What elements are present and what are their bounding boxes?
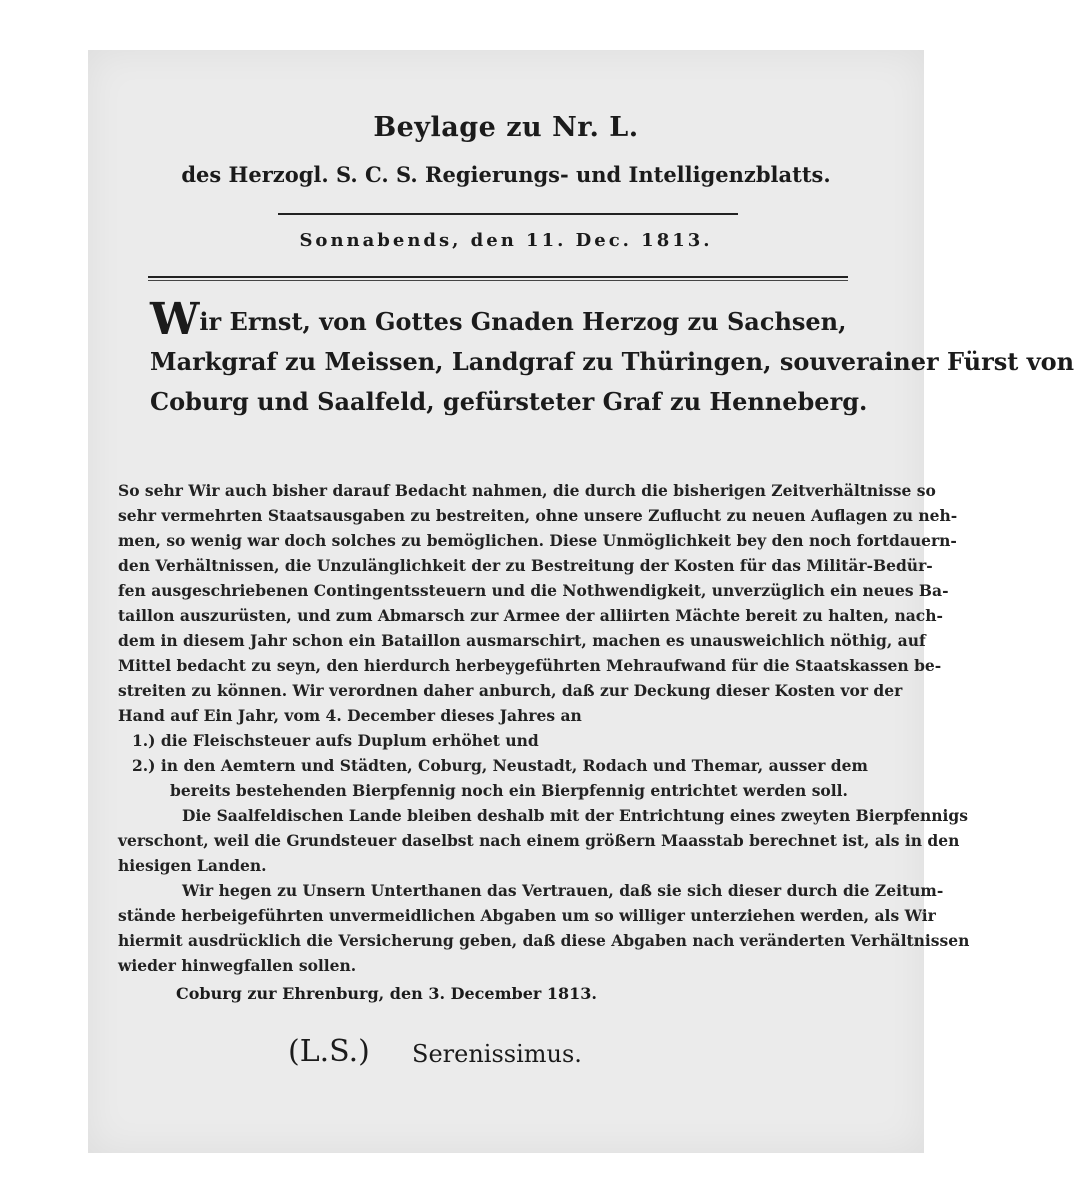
document-page <box>88 50 1074 1153</box>
body-line: dem in diesem Jahr schon ein Bataillon ausmarschirt, machen es unausweichlich nöthig, auf <box>118 631 926 650</box>
list-item-1: 1.) die Fleischsteuer aufs Duplum erhöhet und <box>132 731 539 750</box>
paragraph-line: verschont, weil die Grundsteuer daselbst nach einem größern Maasstab berechnet ist, als in den <box>118 831 960 850</box>
supplement-heading: Beylage zu Nr. L. <box>373 112 639 143</box>
body-line: taillon auszurüsten, und zum Abmarsch zur Armee der alliirten Mächte bereit zu halten, nach- <box>118 606 943 625</box>
issue-date: Sonnabends, den 11. Dec. 1813. <box>299 230 713 251</box>
divider-rule-double <box>148 276 848 278</box>
title-line-1-text: ir Ernst, von Gottes Gnaden Herzog zu Sachsen, <box>199 307 847 336</box>
body-line: So sehr Wir auch bisher darauf Bedacht nahmen, die durch die bisherigen Zeitverhältnisse so <box>118 481 936 500</box>
gazette-name: des Herzogl. S. C. S. Regierungs- und Intelligenzblatts. <box>181 162 831 187</box>
body-line: streiten zu können. Wir verordnen daher anburch, daß zur Deckung dieser Kosten vor der <box>118 681 903 700</box>
decree-title <box>150 294 1074 422</box>
body-line: men, so wenig war doch solches zu bemöglichen. Diese Unmöglichkeit bey den noch fortdauern- <box>118 531 957 550</box>
body-line: sehr vermehrten Staatsausgaben zu bestreiten, ohne unsere Zuflucht zu neuen Auflagen zu neh- <box>118 506 958 525</box>
paragraph-line: hiermit ausdrücklich die Versicherung geben, daß diese Abgaben nach veränderten Verhältnissen <box>118 931 970 950</box>
body-line: fen ausgeschriebenen Contingentssteuern und die Nothwendigkeit, unverzüglich ein neues Ba- <box>118 581 949 600</box>
body-line: den Verhältnissen, die Unzulänglichkeit der zu Bestreitung der Kosten für das Militär-Bedür- <box>118 556 933 575</box>
list-item-2-continued: bereits bestehenden Bierpfennig noch ein Bierpfennig entrichtet werden soll. <box>170 781 848 800</box>
paragraph-line: wieder hinwegfallen sollen. <box>118 956 357 975</box>
seal-mark: (L.S.) <box>288 1034 370 1069</box>
body-line: Mittel bedacht zu seyn, den hierdurch herbeygeführten Mehraufwand für die Staatskassen be- <box>118 656 942 675</box>
paragraph-line: hiesigen Landen. <box>118 856 267 875</box>
title-line-2: Markgraf zu Meissen, Landgraf zu Thüringen, souverainer Fürst von <box>150 347 1074 376</box>
body-line: Hand auf Ein Jahr, vom 4. December dieses Jahres an <box>118 706 582 725</box>
title-line-3: Coburg und Saalfeld, gefürsteter Graf zu Henneberg. <box>150 387 868 416</box>
drop-cap: W <box>150 294 200 345</box>
place-and-date: Coburg zur Ehrenburg, den 3. December 1813. <box>176 984 597 1003</box>
title-line-1 <box>150 294 850 345</box>
list-item-2: 2.) in den Aemtern und Städten, Coburg, Neustadt, Rodach und Themar, ausser dem <box>132 756 868 775</box>
divider-rule-double-thin <box>148 280 848 281</box>
paragraph-line: stände herbeigeführten unvermeidlichen Abgaben um so williger unterziehen werden, als Wir <box>118 906 936 925</box>
decree-body <box>118 478 970 978</box>
paragraph-line: Die Saalfeldischen Lande bleiben deshalb mit der Entrichtung eines zweyten Bierpfennigs <box>182 806 968 825</box>
divider-rule <box>278 213 738 215</box>
signature: Serenissimus. <box>412 1040 582 1068</box>
paragraph-line: Wir hegen zu Unsern Unterthanen das Vertrauen, daß sie sich dieser durch die Zeitum- <box>182 881 944 900</box>
